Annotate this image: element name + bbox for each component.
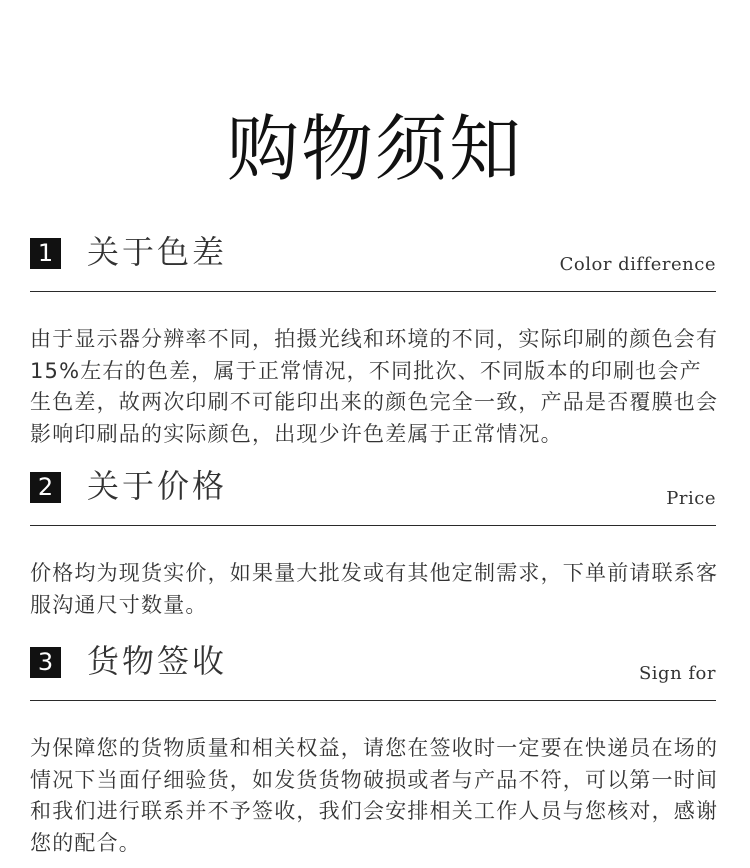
section-title: 货物签收 bbox=[87, 642, 228, 680]
section-english-subtitle: Sign for bbox=[638, 663, 716, 684]
section-header bbox=[30, 233, 716, 292]
section-body-text: 由于显示器分辨率不同，拍摄光线和环境的不同，实际印刷的颜色会有15%左右的色差，属于正常情况，不同批次、不同版本的印刷也会产生色差，故两次印刷不可能印出来的颜色完全一致，产品是否覆膜也会影响印刷品的实际颜色，出现少许色差属于正常情况。 bbox=[30, 327, 719, 446]
section-english-subtitle: Price bbox=[666, 488, 716, 509]
section-body-text: 为保障您的货物质量和相关权益，请您在签收时一定要在快递员在场的情况下当面仔细验货，如发货货物破损或者与产品不符，可以第一时间和我们进行联系并不予签收，我们会安排相关工作人员与您核对，感谢您的配合。 bbox=[30, 736, 719, 855]
page-title: 购物须知 bbox=[226, 107, 523, 191]
section-english-subtitle: Color difference bbox=[559, 254, 716, 275]
section-number-badge: 3 bbox=[30, 647, 61, 678]
section-title: 关于价格 bbox=[87, 467, 228, 505]
section-divider bbox=[30, 700, 716, 701]
section-sign-for bbox=[30, 642, 719, 855]
section-header bbox=[30, 642, 716, 701]
section-divider bbox=[30, 291, 716, 292]
section-number-badge: 2 bbox=[30, 472, 61, 503]
section-header bbox=[30, 467, 716, 526]
section-title: 关于色差 bbox=[87, 233, 228, 271]
section-number-badge: 1 bbox=[30, 238, 61, 269]
section-divider bbox=[30, 525, 716, 526]
section-color-difference bbox=[30, 233, 719, 446]
section-body-text: 价格均为现货实价，如果量大批发或有其他定制需求，下单前请联系客服沟通尺寸数量。 bbox=[30, 561, 719, 617]
section-price bbox=[30, 467, 719, 617]
